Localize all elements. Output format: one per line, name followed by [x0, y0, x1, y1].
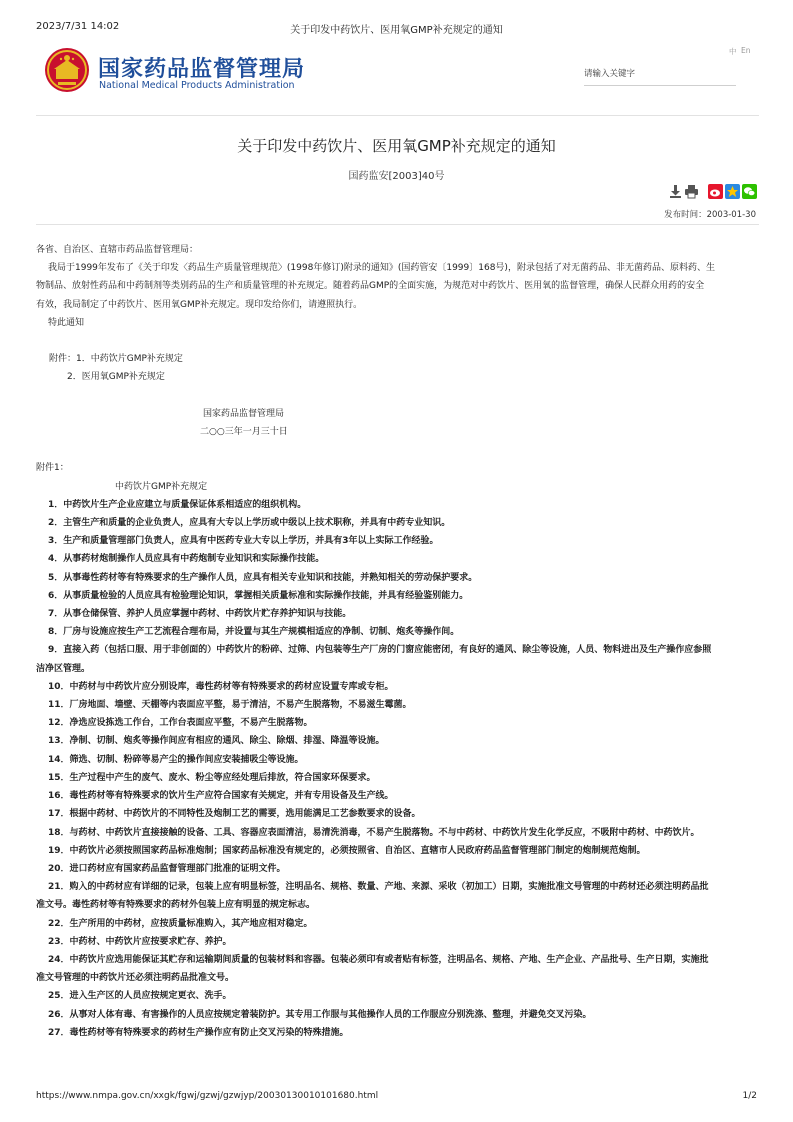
header-divider [36, 115, 759, 116]
list-item: 2．主管生产和质量的企业负责人，应具有大专以上学历或中级以上技术职称，并具有中药专业知识。 [48, 518, 451, 529]
lang-en-link[interactable]: En [741, 46, 751, 55]
list-item: 10．中药材与中药饮片应分别设库，毒性药材等有特殊要求的药材应设置专库或专柜。 [48, 681, 394, 692]
appendix-title: 中药饮片GMP补充规定 [115, 481, 208, 492]
intro-line: 物制品、放射性药品和中药制剂等类别药品的生产和质量管理的补充规定。随着药品GMP的全面实施，为规范对中药饮片、医用氧的监督管理，确保人民群众用药的安全 [36, 281, 705, 292]
article-body [36, 241, 758, 1042]
list-item: 26．从事对人体有毒、有害操作的人员应按规定着装防护。其专用工作服与其他操作人员的工作服应分别洗涤、整理，并避免交叉污染。 [48, 1009, 592, 1020]
list-item: 9．直接入药（包括口服、用于非创面的）中药饮片的粉碎、过筛、内包装等生产厂房的门窗应能密闭，有良好的通风、除尘等设施，人员、物料进出及生产操作应参照 [48, 645, 712, 656]
list-item: 20．进口药材应有国家药品监督管理部门批准的证明文件。 [48, 863, 286, 874]
emblem-logo-icon[interactable] [44, 47, 90, 93]
article-title: 关于印发中药饮片、医用氧GMP补充规定的通知 [237, 137, 556, 155]
attachment-item: 附件：1．中药饮片GMP补充规定 [49, 354, 183, 365]
attachment-item: 2．医用氧GMP补充规定 [67, 372, 165, 383]
list-item: 7．从事仓储保管、养护人员应掌握中药材、中药饮片贮存养护知识与技能。 [48, 609, 352, 620]
list-item: 27．毒性药材等有特殊要求的药材生产操作应有防止交叉污染的特殊措施。 [48, 1027, 349, 1038]
list-item: 准文号。毒性药材等有特殊要求的药材外包装上应有明显的规定标志。 [36, 900, 316, 911]
site-name-cn[interactable]: 国家药品监督管理局 [98, 57, 306, 82]
list-item: 17．根据中药材、中药饮片的不同特性及炮制工艺的需要，选用能满足工艺参数要求的设备。 [48, 809, 421, 820]
title-divider [36, 224, 759, 225]
doc-number: 国药监安[2003]40号 [348, 171, 445, 182]
issue-date: 二○○三年一月三十日 [200, 427, 288, 438]
publish-date: 发布时间：2003-01-30 [664, 210, 756, 220]
list-item: 13．净制、切制、炮炙等操作间应有相应的通风、除尘、除烟、排湿、降温等设施。 [48, 736, 385, 747]
intro-line: 我局于1999年发布了《关于印发〈药品生产质量管理规范〉(1998年修订)附录的通知》(国药管安〔1999〕168号)，附录包括了对无菌药品、非无菌药品、原料药、生 [48, 263, 715, 274]
list-item: 19．中药饮片必须按照国家药品标准炮制；国家药品标准没有规定的，必须按照省、自治区、直辖市人民政府药品监督管理部门制定的炮制规范炮制。 [48, 845, 646, 856]
list-item: 8．厂房与设施应按生产工艺流程合理布局，并设置与其生产规模相适应的净制、切制、炮炙等操作间。 [48, 627, 460, 638]
download-icon[interactable] [668, 184, 683, 199]
wechat-icon[interactable] [742, 184, 757, 199]
list-item: 15．生产过程中产生的废气、废水、粉尘等应经处理后排放，符合国家环保要求。 [48, 772, 376, 783]
list-item: 11．厂房地面、墙壁、天棚等内表面应平整，易于清洁，不易产生脱落物，不易滋生霉菌。 [48, 700, 412, 711]
print-datetime: 2023/7/31 14:02 [36, 21, 120, 32]
weibo-icon[interactable] [708, 184, 723, 199]
list-item: 21．购入的中药材应有详细的记录，包装上应有明显标签，注明品名、规格、数量、产地、来源、采收（初加工）日期，实施批准文号管理的中药材还必须注明药品批 [48, 882, 709, 893]
list-item: 6．从事质量检验的人员应具有检验理论知识，掌握相关质量标准和实际操作技能，并具有经验鉴别能力。 [48, 590, 469, 601]
footer-url[interactable]: https://www.nmpa.gov.cn/xxgk/fgwj/gzwj/gzwjyp/20030130010101680.html [36, 1091, 379, 1101]
list-item: 16．毒性药材等有特殊要求的饮片生产应符合国家有关规定，并有专用设备及生产线。 [48, 791, 394, 802]
print-icon[interactable] [684, 184, 699, 199]
list-item: 12．净选应设拣选工作台，工作台表面应平整，不易产生脱落物。 [48, 718, 313, 729]
list-item: 14．筛选、切制、粉碎等易产尘的操作间应安装捕吸尘等设施。 [48, 754, 304, 765]
site-name-en: National Medical Products Administration [99, 80, 295, 91]
list-item: 4．从事药材炮制操作人员应具有中药炮制专业知识和实际操作技能。 [48, 554, 325, 565]
list-item: 3．生产和质量管理部门负责人，应具有中医药专业大专以上学历，并具有3年以上实际工作经验。 [48, 536, 439, 547]
list-item: 22．生产所用的中药材，应按质量标准购入，其产地应相对稳定。 [48, 918, 313, 929]
intro-line: 有效，我局制定了中药饮片、医用氧GMP补充规定。现印发给你们，请遵照执行。 [36, 299, 363, 310]
list-item: 洁净区管理。 [36, 663, 91, 674]
list-item: 25．进入生产区的人员应按规定更衣、洗手。 [48, 991, 232, 1002]
appendix-label: 附件1： [36, 463, 69, 474]
list-item: 准文号管理的中药饮片还必须注明药品批准文号。 [36, 973, 235, 984]
list-item: 5．从事毒性药材等有特殊要求的生产操作人员，应具有相关专业知识和技能，并熟知相关的劳动保护要求。 [48, 572, 478, 583]
list-item: 23．中药材、中药饮片应按要求贮存、养护。 [48, 936, 232, 947]
search-input[interactable]: 请输入关键字 [584, 63, 736, 86]
list-item: 1．中药饮片生产企业应建立与质量保证体系相适应的组织机构。 [48, 499, 307, 510]
issuer: 国家药品监督管理局 [203, 408, 285, 419]
print-doc-title: 关于印发中药饮片、医用氧GMP补充规定的通知 [290, 25, 503, 36]
notice-text: 特此通知 [48, 317, 85, 328]
recipients: 各省、自治区、直辖市药品监督管理局： [36, 245, 199, 255]
list-item: 24．中药饮片应选用能保证其贮存和运输期间质量的包装材料和容器。包装必须印有或者贴有标签，注明品名、规格、产地、生产企业、产品批号、生产日期，实施批 [48, 954, 709, 965]
lang-zh-link[interactable]: 中 [729, 47, 737, 56]
qzone-icon[interactable] [725, 184, 740, 199]
page-number: 1/2 [742, 1091, 757, 1101]
list-item: 18．与药材、中药饮片直接接触的设备、工具、容器应表面清洁，易清洗消毒，不易产生脱落物。不与中药材、中药饮片发生化学反应，不吸附中药材、中药饮片。 [48, 827, 700, 838]
